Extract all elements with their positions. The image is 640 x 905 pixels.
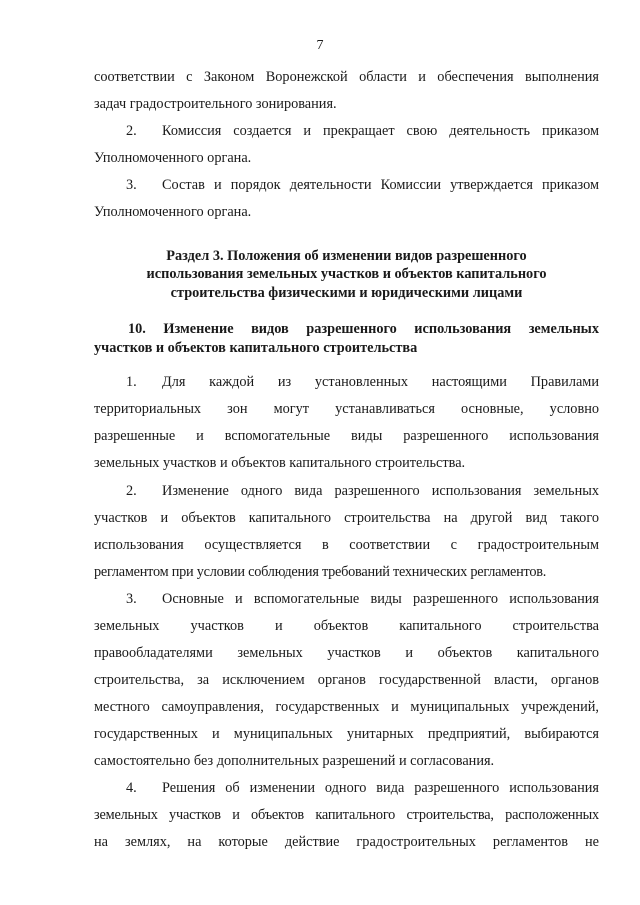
list-item-text: Комиссия создается и прекращает свою деятельность приказом xyxy=(162,123,599,139)
list-item-line: территориальных зон могут устанавливаться основные, условно xyxy=(94,401,599,417)
list-item-line: участков и объектов капитального строительства на другой вид такого xyxy=(94,510,599,526)
list-item-line: регламентом при условии соблюдения требований технических регламентов. xyxy=(94,564,547,580)
list-item-text: Основные и вспомогательные виды разрешенного использования xyxy=(162,591,599,607)
list-item-line: государственных и муниципальных унитарных предприятий, выбираются xyxy=(94,726,599,742)
list-item-number: 4. xyxy=(126,780,137,796)
list-item-line xyxy=(94,118,599,145)
list-item-line: использования осуществляется в соответствии с градостроительным xyxy=(94,537,599,553)
list-item-line: земельных участков и объектов капитального строительства xyxy=(94,618,599,634)
article-heading-line: 10. Изменение видов разрешенного использования земельных xyxy=(128,321,599,337)
article-heading-line: участков и объектов капитального строительства xyxy=(94,340,418,356)
list-item-text: Состав и порядок деятельности Комиссии утверждается приказом xyxy=(162,177,599,193)
section-heading-line: Раздел 3. Положения об изменении видов разрешенного xyxy=(166,248,527,264)
list-item-line: правообладателями земельных участков и объектов капитального xyxy=(94,645,599,661)
list-item-text: Изменение одного вида разрешенного использования земельных xyxy=(162,483,599,499)
list-item-text: Для каждой из установленных настоящими Правилами xyxy=(162,374,599,390)
list-item-line xyxy=(94,775,599,802)
list-item-line xyxy=(94,172,599,199)
section-heading-line: строительства физическими и юридическими лицами xyxy=(170,285,523,301)
list-item-line: местного самоуправления, государственных и муниципальных учреждений, xyxy=(94,699,599,715)
list-item-number: 2. xyxy=(126,483,137,499)
list-item-line: земельных участков и объектов капитального строительства. xyxy=(94,455,466,471)
list-item-text: Решения об изменении одного вида разрешенного использования xyxy=(162,780,599,796)
list-item-line: Уполномоченного органа. xyxy=(94,204,252,220)
paragraph-line: соответствии с Законом Воронежской области и обеспечения выполнения xyxy=(94,69,599,85)
list-item-line xyxy=(94,586,599,613)
list-item-line: Уполномоченного органа. xyxy=(94,150,252,166)
list-item-line: земельных участков и объектов капитального строительства, расположенных xyxy=(94,807,599,823)
list-item-line xyxy=(94,369,599,396)
list-item-number: 3. xyxy=(126,591,137,607)
list-item-line: самостоятельно без дополнительных разрешений и согласования. xyxy=(94,753,495,769)
list-item-number: 3. xyxy=(126,177,137,193)
list-item-number: 2. xyxy=(126,123,137,139)
section-heading-line: использования земельных участков и объектов капитального xyxy=(146,266,547,282)
list-item-line xyxy=(94,478,599,505)
list-item-line: разрешенные и вспомогательные виды разрешенного использования xyxy=(94,428,599,444)
list-item-line: на землях, на которые действие градостроительных регламентов не xyxy=(94,834,599,850)
paragraph-line: задач градостроительного зонирования. xyxy=(94,96,337,112)
list-item-number: 1. xyxy=(126,374,137,390)
page-number: 7 xyxy=(316,38,324,53)
list-item-line: строительства, за исключением органов государственной власти, органов xyxy=(94,672,599,688)
